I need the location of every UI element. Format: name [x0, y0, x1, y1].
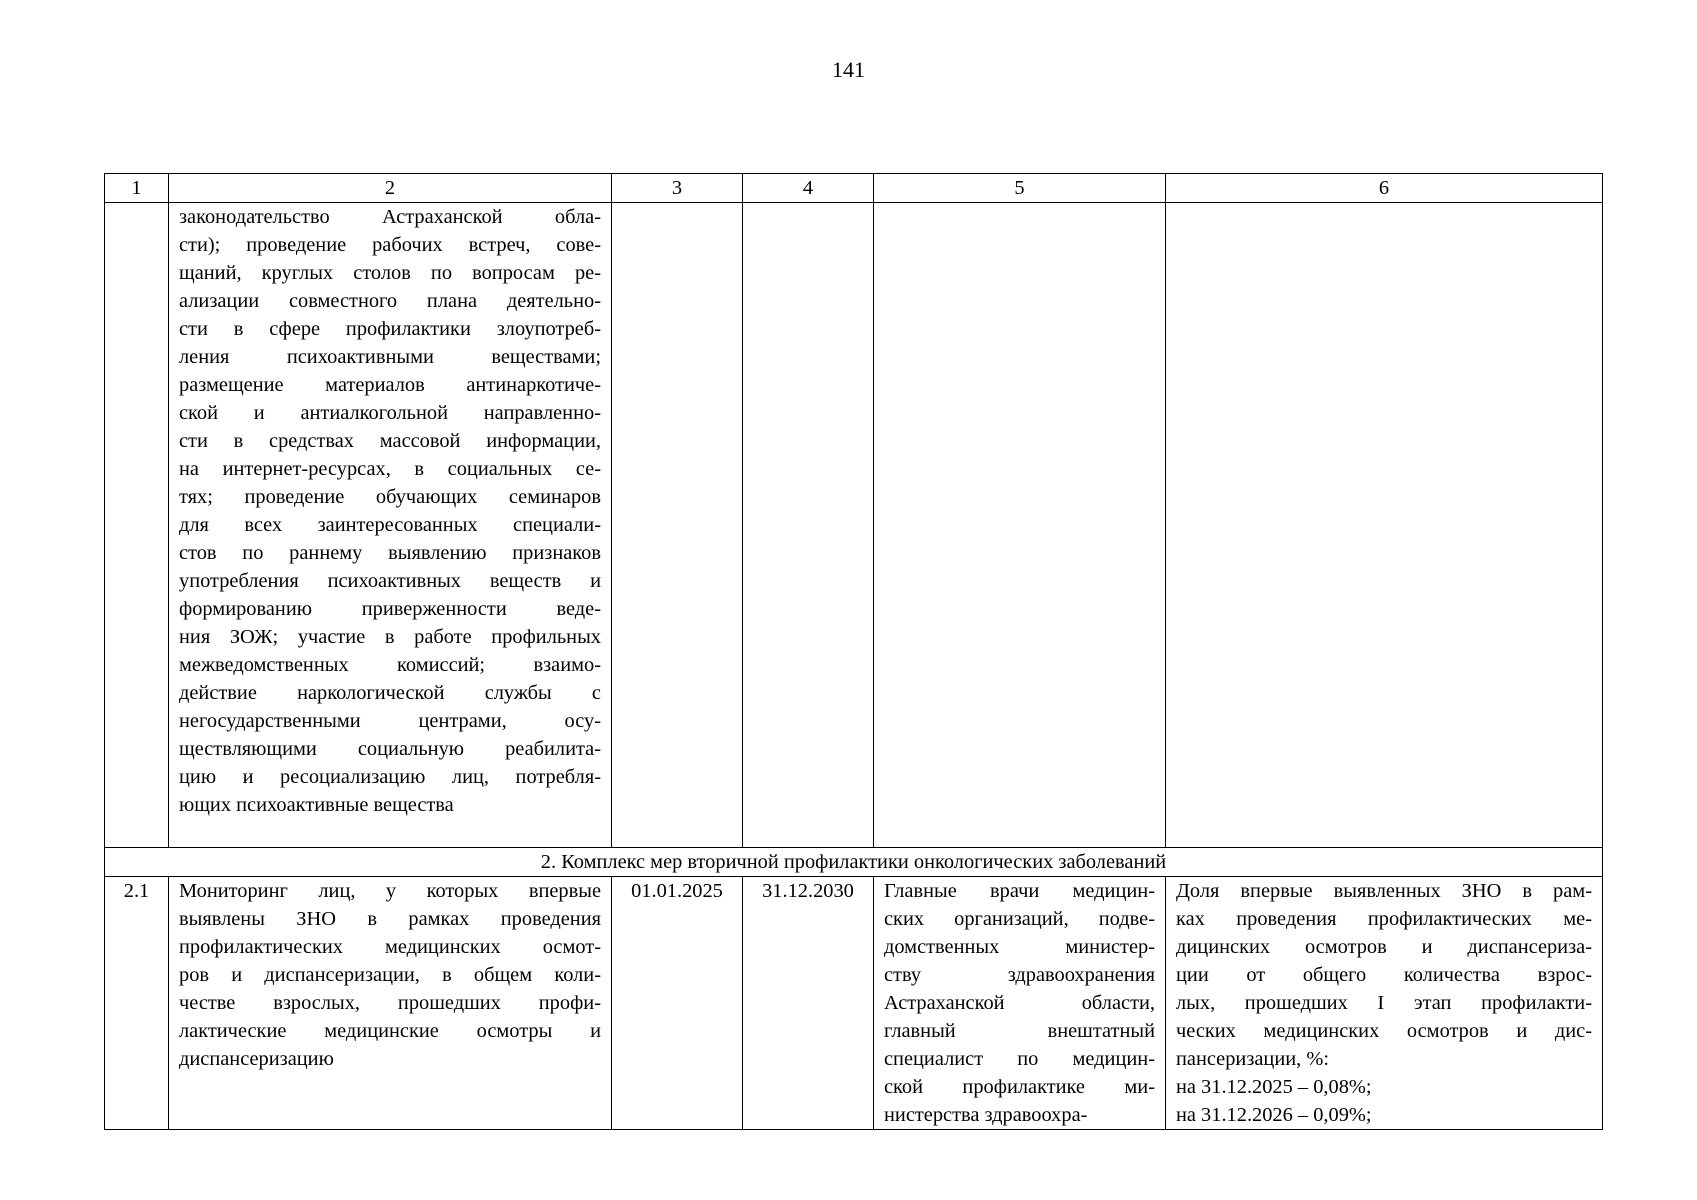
continuation-activity-text	[179, 203, 601, 819]
indicator-text	[1176, 877, 1592, 1129]
start-date: 01.01.2025	[612, 877, 743, 1130]
end-date: 31.12.2030	[743, 877, 874, 1130]
text-line: ющих психоактивные вещества	[179, 794, 454, 816]
responsible-cell	[874, 877, 1166, 1130]
continuation-indicator-cell	[1166, 203, 1603, 848]
text-line: ческих медицинских осмотров и дис-	[1176, 1020, 1592, 1042]
text-line: ках проведения профилактических ме-	[1176, 908, 1592, 930]
text-line: негосударственными центрами, осу-	[179, 710, 601, 732]
text-line: ции от общего количества взрос-	[1176, 964, 1592, 986]
table-row-2-1	[105, 877, 1603, 1130]
text-line: ров и диспансеризации, в общем коли-	[179, 964, 601, 986]
text-line: Астраханской области,	[884, 992, 1155, 1014]
text-line: действие наркологической службы с	[179, 682, 601, 704]
text-line: цию и ресоциализацию лиц, потребля-	[179, 766, 601, 788]
continuation-row	[105, 203, 1603, 848]
text-line: ских организаций, подве-	[884, 908, 1155, 930]
text-line: сти в сфере профилактики злоупотреб-	[179, 318, 601, 340]
text-line: Главные врачи медицин-	[884, 880, 1155, 902]
text-line: домственных министер-	[884, 936, 1155, 958]
text-line: ализации совместного плана деятельно-	[179, 290, 601, 312]
text-line: межведомственных комиссий; взаимо-	[179, 654, 601, 676]
text-line: законодательство Астраханской обла-	[179, 206, 601, 228]
text-line: Доля впервые выявленных ЗНО в рам-	[1176, 880, 1592, 902]
continuation-number-cell	[105, 203, 169, 848]
continuation-responsible-cell	[874, 203, 1166, 848]
column-number-4: 4	[743, 174, 874, 203]
continuation-activity-cell	[169, 203, 612, 848]
text-line: на 31.12.2025 – 0,08%;	[1176, 1076, 1372, 1098]
text-line: выявлены ЗНО в рамках проведения	[179, 908, 601, 930]
row-number: 2.1	[105, 877, 169, 1130]
text-line: употребления психоактивных веществ и	[179, 570, 601, 592]
text-line: сти); проведение рабочих встреч, сове-	[179, 234, 601, 256]
column-number-row	[105, 174, 1603, 203]
text-line: диспансеризацию	[179, 1048, 334, 1070]
text-line: нистерства здравоохра-	[884, 1104, 1088, 1126]
column-number-2: 2	[169, 174, 612, 203]
column-number-5: 5	[874, 174, 1166, 203]
section-row	[105, 848, 1603, 877]
text-line: лых, прошедших I этап профилакти-	[1176, 992, 1592, 1014]
text-line: профилактических медицинских осмот-	[179, 936, 601, 958]
text-line: стов по раннему выявлению признаков	[179, 542, 601, 564]
text-line: ления психоактивными веществами;	[179, 346, 601, 368]
text-line: дицинских осмотров и диспансериза-	[1176, 936, 1592, 958]
text-line: главный внештатный	[884, 1020, 1155, 1042]
text-line: тях; проведение обучающих семинаров	[179, 486, 601, 508]
section-title: 2. Комплекс мер вторичной профилактики онкологических заболеваний	[105, 848, 1603, 877]
text-line: сти в средствах массовой информации,	[179, 430, 601, 452]
activity-cell	[169, 877, 612, 1130]
text-line: ществляющими социальную реабилита-	[179, 738, 601, 760]
text-line: ской профилактике ми-	[884, 1076, 1155, 1098]
text-line: на 31.12.2026 – 0,09%;	[1176, 1104, 1372, 1126]
measures-table	[104, 173, 1603, 1130]
text-line: ству здравоохранения	[884, 964, 1155, 986]
continuation-end-cell	[743, 203, 874, 848]
text-line: пансеризации, %:	[1176, 1048, 1330, 1070]
page-number: 141	[832, 57, 865, 82]
column-number-1: 1	[105, 174, 169, 203]
responsible-text	[884, 877, 1155, 1129]
text-line: формированию приверженности веде-	[179, 598, 601, 620]
text-line: лактические медицинские осмотры и	[179, 1020, 601, 1042]
text-line: честве взрослых, прошедших профи-	[179, 992, 601, 1014]
continuation-start-cell	[612, 203, 743, 848]
activity-text	[179, 877, 601, 1073]
indicator-cell	[1166, 877, 1603, 1130]
text-line: ния ЗОЖ; участие в работе профильных	[179, 626, 601, 648]
text-line: на интернет-ресурсах, в социальных се-	[179, 458, 601, 480]
text-line: ской и антиалкогольной направленно-	[179, 402, 601, 424]
text-line: щаний, круглых столов по вопросам ре-	[179, 262, 601, 284]
text-line: специалист по медицин-	[884, 1048, 1155, 1070]
column-number-3: 3	[612, 174, 743, 203]
column-number-6: 6	[1166, 174, 1603, 203]
text-line: для всех заинтересованных специали-	[179, 514, 601, 536]
text-line: Мониторинг лиц, у которых впервые	[179, 880, 601, 902]
text-line: размещение материалов антинаркотиче-	[179, 374, 601, 396]
